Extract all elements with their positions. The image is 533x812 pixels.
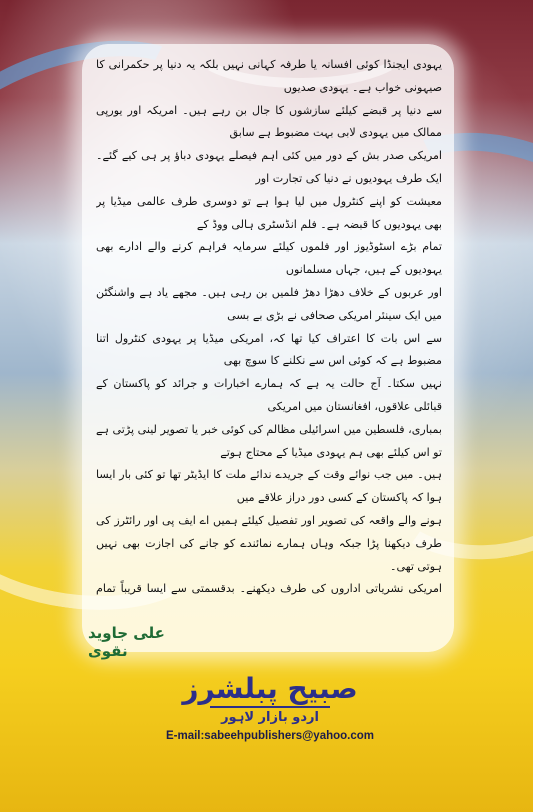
publisher-logo xyxy=(120,666,420,728)
blurb-line: یہودی ایجنڈا کوئی افسانہ یا طرفہ کہانی نہیں بلکہ یہ دنیا پر حکمرانی کا صیہونی خواب ہے۔ یہودی صدیوں xyxy=(96,58,442,94)
blurb-line: معیشت کو اپنے کنٹرول میں لیا ہوا ہے تو دوسری طرف عالمی میڈیا پر بھی یہودیوں کا قبضہ ہے۔ فلم انڈسٹری ہالی ووڈ کے xyxy=(96,194,442,231)
blurb-text xyxy=(96,54,442,604)
publisher-name: صبیح پبلشرز xyxy=(182,671,358,705)
blurb-line: امریکی صدر بش کے دور میں کئی اہم فیصلے یہودی دباؤ پر ہی کیے گئے۔ ایک طرف یہودیوں نے دنیا کی تجارت اور xyxy=(96,149,442,185)
blurb-line: ہیں۔ میں جب نوائے وقت کے جریدے ندائے ملت کا ایڈیٹر تھا تو کئی بار ایسا ہوا کہ پاکستان کے کسی دور دراز علاقے میں xyxy=(96,468,442,505)
blurb-line: سے اس بات کا اعتراف کیا تھا کہ، امریکی میڈیا پر یہودی کنٹرول اتنا مضبوط ہے کہ کوئی اس سے نکلنے کا سوچ بھی xyxy=(96,331,442,368)
blurb-line: اور عربوں کے خلاف دھڑا دھڑ فلمیں بن رہی ہیں۔ مجھے یاد ہے واشنگٹن میں ایک سینئر امریکی صحافی نے بڑی بے بسی xyxy=(96,285,442,322)
blurb-line: بمباری، فلسطین میں اسرائیلی مظالم کی کوئی خبر یا تصویر لینی پڑتی ہے تو اس کیلئے بھی ہم یہودی میڈیا کے محتاج ہوتے xyxy=(96,422,442,459)
blurb-line: سے دنیا پر قبضے کیلئے سازشوں کا جال بن رہے ہیں۔ امریکہ اور یورپی ممالک میں یہودی لابی بہت مضبوط ہے سابق xyxy=(96,103,442,140)
publisher-email: E-mail:sabeehpublishers@yahoo.com xyxy=(165,730,375,742)
blurb-line: ہونے والے واقعہ کی تصویر اور تفصیل کیلئے ہمیں اے ایف پی اور رائٹرز کی طرف دیکھنا پڑا جبکہ وہاں ہمارے نمائندے کو جانے کی اجازت بھی نہیں ہوتی تھی۔ xyxy=(96,513,442,573)
blurb-line: امریکی نشریاتی اداروں کی طرف دیکھنے۔ بدقسمتی سے ایسا قریباً تمام xyxy=(96,582,442,596)
author-signature: علی جاوید نقوی xyxy=(88,624,165,660)
blurb-line: نہیں سکتا۔ آج حالت یہ ہے کہ ہمارے اخبارات و جرائد کو پاکستان کے قبائلی علاقوں، افغانستان میں امریکی xyxy=(96,377,442,413)
logo-divider xyxy=(210,706,330,708)
publisher-address: اردو بازار لاہور xyxy=(221,709,319,725)
blurb-line: تمام بڑے اسٹوڈیوز اور فلموں کیلئے سرمایہ فراہم کرنے والے ادارے بھی یہودیوں کے ہیں، جہاں مسلمانوں xyxy=(96,240,442,277)
